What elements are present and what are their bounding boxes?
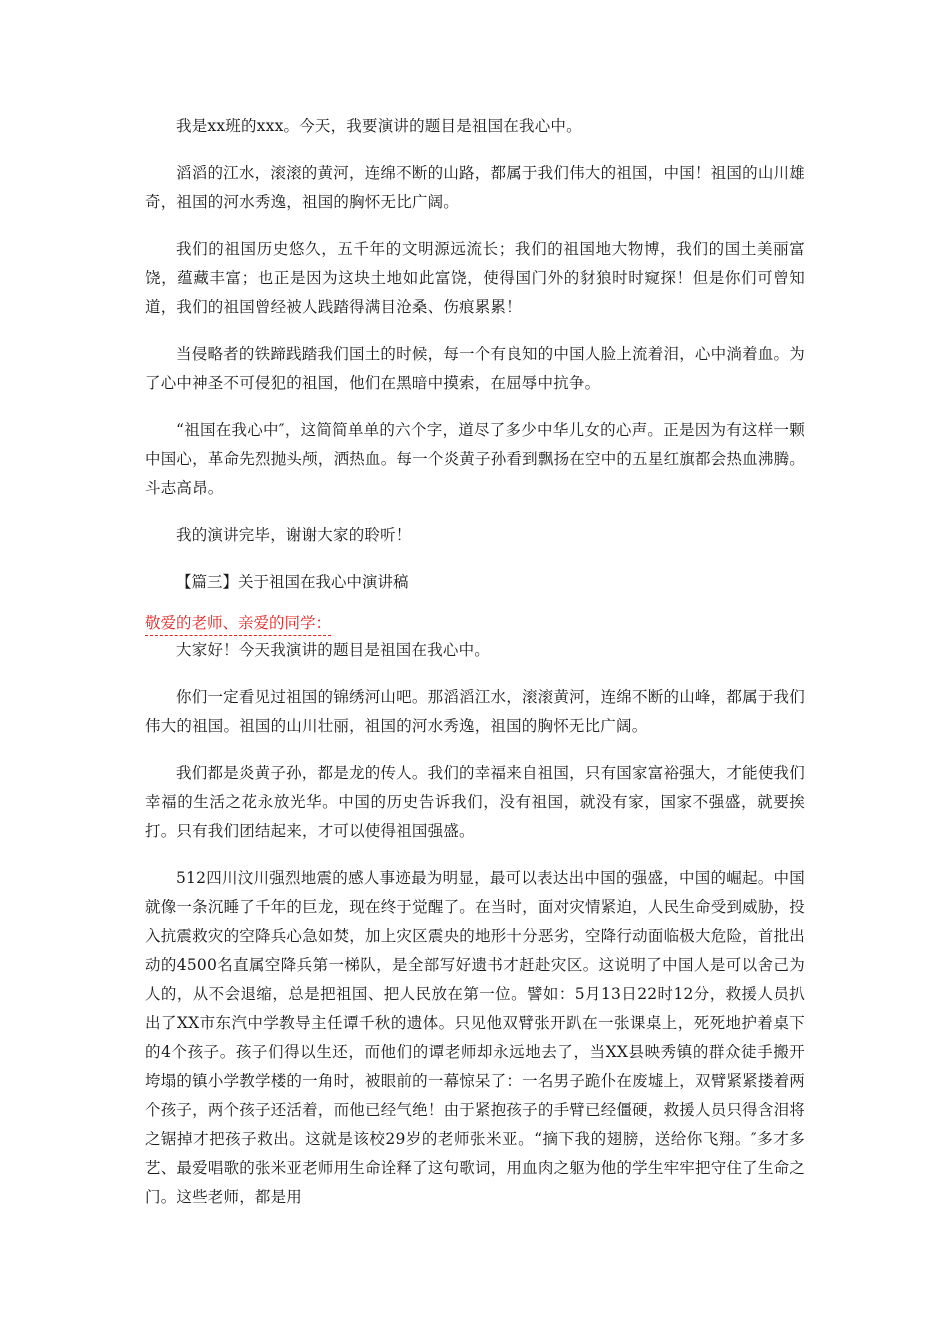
paragraph: 我们的祖国历史悠久，五千年的文明源远流长；我们的祖国地大物博，我们的国土美丽富饶，蕴藏丰富；也正是因为这块土地如此富饶，使得国门外的豺狼时时窥探！但是你们可曾知道，我们的祖国曾经被人践踏得满目沧桑、伤痕累累！	[145, 240, 805, 316]
paragraph: 滔滔的江水，滚滚的黄河，连绵不断的山路，都属于我们伟大的祖国，中国！祖国的山川雄奇，祖国的河水秀逸，祖国的胸怀无比广阔。	[145, 164, 805, 211]
paragraph: 512四川汶川强烈地震的感人事迹最为明显，最可以表达出中国的强盛，中国的崛起。中国就像一条沉睡了千年的巨龙，现在终于觉醒了。在当时，面对灾情紧迫，人民生命受到威胁，投入抗震救灾的空降兵心急如焚，加上灾区震央的地形十分恶劣，空降行动面临极大危险，首批出动的4500名直属空降兵第一梯队，是全部写好遗书才赶赴灾区。这说明了中国人是可以舍己为人的，从不会退缩，总是把祖国、把人民放在第一位。譬如：5月13日22时12分，救援人员扒出了XX市东汽中学教导主任谭千秋的遗体。只见他双臂张开趴在一张课桌上，死死地护着桌下的4个孩子。孩子们得以生还，而他们的谭老师却永远地去了，当XX县映秀镇的群众徒手搬开垮塌的镇小学教学楼的一角时，被眼前的一幕惊呆了：一名男子跪仆在废墟上，双臂紧紧搂着两个孩子，两个孩子还活着，而他已经气绝！由于紧抱孩子的手臂已经僵硬，救援人员只得含泪将之锯掉才把孩子救出。这就是该校29岁的老师张米亚。“摘下我的翅膀，送给你飞翔。″多才多艺、最爱唱歌的张米亚老师用生命诠释了这句歌词，用血肉之躯为他的学生牢牢把守住了生命之门。这些老师，都是用	[145, 869, 805, 1206]
salutation: 敬爱的老师、亲爱的同学：	[145, 611, 331, 636]
salutation-line	[145, 611, 805, 636]
paragraph: 我是xx班的xxx。今天，我要演讲的题目是祖国在我心中。	[176, 117, 582, 135]
paragraph: 我们都是炎黄子孙，都是龙的传人。我们的幸福来自祖国，只有国家富裕强大，才能使我们幸福的生活之花永放光华。中国的历史告诉我们，没有祖国，就没有家，国家不强盛，就要挨打。只有我们团结起来，才可以使得祖国强盛。	[145, 764, 805, 840]
paragraph: 当侵略者的铁蹄践踏我们国土的时候，每一个有良知的中国人脸上流着泪，心中淌着血。为了心中神圣不可侵犯的祖国，他们在黑暗中摸索，在屈辱中抗争。	[145, 345, 805, 392]
paragraph: “祖国在我心中″，这简简单单的六个字，道尽了多少中华儿女的心声。正是因为有这样一颗中国心，革命先烈抛头颅，洒热血。每一个炎黄子孙看到飘扬在空中的五星红旗都会热血沸腾。斗志高昂。	[145, 421, 805, 497]
document-page	[145, 112, 805, 1212]
paragraph: 我的演讲完毕，谢谢大家的聆听！	[176, 526, 412, 544]
section-heading: 【篇三】关于祖国在我心中演讲稿	[176, 573, 409, 591]
paragraph: 大家好！今天我演讲的题目是祖国在我心中。	[176, 641, 491, 659]
paragraph: 你们一定看见过祖国的锦绣河山吧。那滔滔江水，滚滚黄河，连绵不断的山峰，都属于我们伟大的祖国。祖国的山川壮丽，祖国的河水秀逸，祖国的胸怀无比广阔。	[145, 688, 805, 735]
